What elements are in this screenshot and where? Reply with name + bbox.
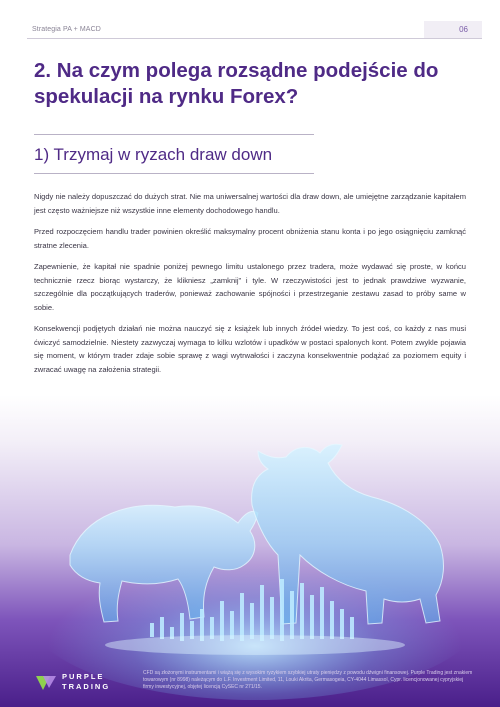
purple-trading-logo-icon (36, 672, 56, 692)
page-header (0, 0, 500, 44)
paragraph: Nigdy nie należy dopuszczać do dużych strat. Nie ma uniwersalnej wartości dla draw down, ale umiejętne zarządzanie kapitałem jest często ważniejsze niż wszystkie inne elementy dochodowego handlu. (34, 192, 466, 215)
series-title: Strategia PA + MACD (32, 26, 101, 33)
paragraph: Przed rozpoczęciem handlu trader powinien określić maksymalny procent obniżenia stanu konta i po jego osiągnięciu zamknąć stratne zlecenia. (34, 227, 466, 250)
paragraph: Konsekwencji podjętych działań nie można nauczyć się z książek lub innych źródeł wiedzy. To jest coś, co każdy z nas musi ćwiczyć samodzielnie. Niestety zazwyczaj wymaga to kilku wzlotów i upadków w postaci spalonych kont. Potem zwykle pojawia się moment, w którym trader zdaje sobie sprawę z wagi wytrwałości i zaczyna konsekwentnie podążać za poziomem equity i zwracać uwagę na założenia strategii. (34, 324, 466, 374)
page-number: 06 (424, 21, 482, 38)
paragraph: Zapewnienie, że kapitał nie spadnie poniżej pewnego limitu ustalonego przez tradera, może wydawać się proste, w końcu technicznie rzecz biorąc wystarczy, że klikniesz „zamknij” i tyle. W rzeczywistości jest to jednak prawdziwe wyzwanie, szczególnie dla początkujących traderów, ponieważ zachowanie spójności i przestrzeganie zestawu zasad to próby same w sobie. (34, 262, 466, 312)
subsection-heading: 1) Trzymaj w ryzach draw down (34, 145, 273, 164)
subheading-bottom-rule (34, 173, 314, 174)
section-heading: 2. Na czym polega rozsądne podejście do spekulacji na rynku Forex? (34, 59, 439, 108)
header-divider (27, 38, 482, 39)
subheading-top-rule (34, 134, 314, 135)
logo-wordmark (62, 672, 110, 692)
logo-line-2: TRADING (62, 682, 111, 691)
risk-disclaimer: CFD są złożonymi instrumentami i wiążą się z wysokim ryzykiem szybkiej utraty pieniędzy z powodu dźwigni finansowej. Purple Trading jest znakiem towarowym (nr 8998) należącym do L.F. Investment Limited, 11, Louki Akrita, Germasogeia, CY-4044 Limassol, Cypr. licencjonowanej cypryjskiej firmy inwestycyjnej, objętej licencją CySEC nr 271/15. (143, 670, 473, 690)
body-text (34, 190, 466, 384)
page-footer (0, 660, 500, 707)
logo-line-1: PURPLE (62, 672, 105, 681)
purple-trading-logo (36, 672, 110, 692)
